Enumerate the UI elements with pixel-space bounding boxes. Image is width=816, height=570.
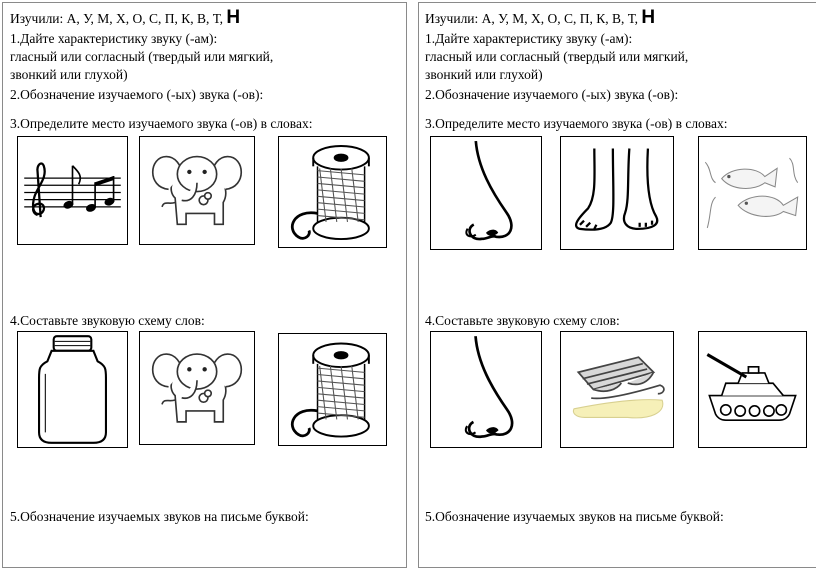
nose-icon	[430, 136, 542, 250]
question-1-line-3: звонкий или глухой)	[425, 67, 543, 82]
studied-letters-text: Изучили: А, У, М, Х, О, С, П, К, В, Т,	[10, 11, 224, 26]
studied-letter-highlight: Н	[641, 7, 656, 28]
question-2: 2.Обозначение изучаемого (-ых) звука (-ов):	[425, 87, 679, 102]
question-1-line-3: звонкий или глухой)	[10, 67, 128, 82]
elephant-icon	[139, 331, 255, 445]
elephant-icon	[139, 136, 255, 245]
sled-icon	[560, 331, 674, 448]
question-2: 2.Обозначение изучаемого (-ых) звука (-ов):	[10, 87, 264, 102]
spool-icon	[278, 333, 387, 446]
fish-icon	[698, 136, 807, 250]
studied-letters	[425, 9, 655, 28]
question-1-line-1: 1.Дайте характеристику звуку (-ам):	[425, 31, 633, 46]
jar-icon	[17, 331, 128, 448]
studied-letter-highlight: Н	[226, 7, 241, 28]
studied-letters-text: Изучили: А, У, М, Х, О, С, П, К, В, Т,	[425, 11, 639, 26]
question-5: 5.Обозначение изучаемых звуков на письме буквой:	[425, 509, 724, 524]
tank-icon	[698, 331, 807, 448]
question-3: 3.Определите место изучаемого звука (-ов) в словах:	[425, 116, 728, 131]
question-1-line-2: гласный или согласный (твердый или мягкий,	[10, 49, 274, 64]
notes-icon	[17, 136, 128, 245]
question-4: 4.Составьте звуковую схему слов:	[425, 313, 620, 328]
worksheet-card-left	[2, 2, 407, 568]
question-5: 5.Обозначение изучаемых звуков на письме буквой:	[10, 509, 309, 524]
spool-icon	[278, 136, 387, 248]
nose-icon	[430, 331, 542, 448]
studied-letters	[10, 9, 240, 28]
feet-icon	[560, 136, 674, 250]
question-1-line-2: гласный или согласный (твердый или мягкий,	[425, 49, 689, 64]
worksheet-card-right	[418, 2, 816, 568]
question-3: 3.Определите место изучаемого звука (-ов) в словах:	[10, 116, 313, 131]
question-4: 4.Составьте звуковую схему слов:	[10, 313, 205, 328]
question-1-line-1: 1.Дайте характеристику звуку (-ам):	[10, 31, 218, 46]
